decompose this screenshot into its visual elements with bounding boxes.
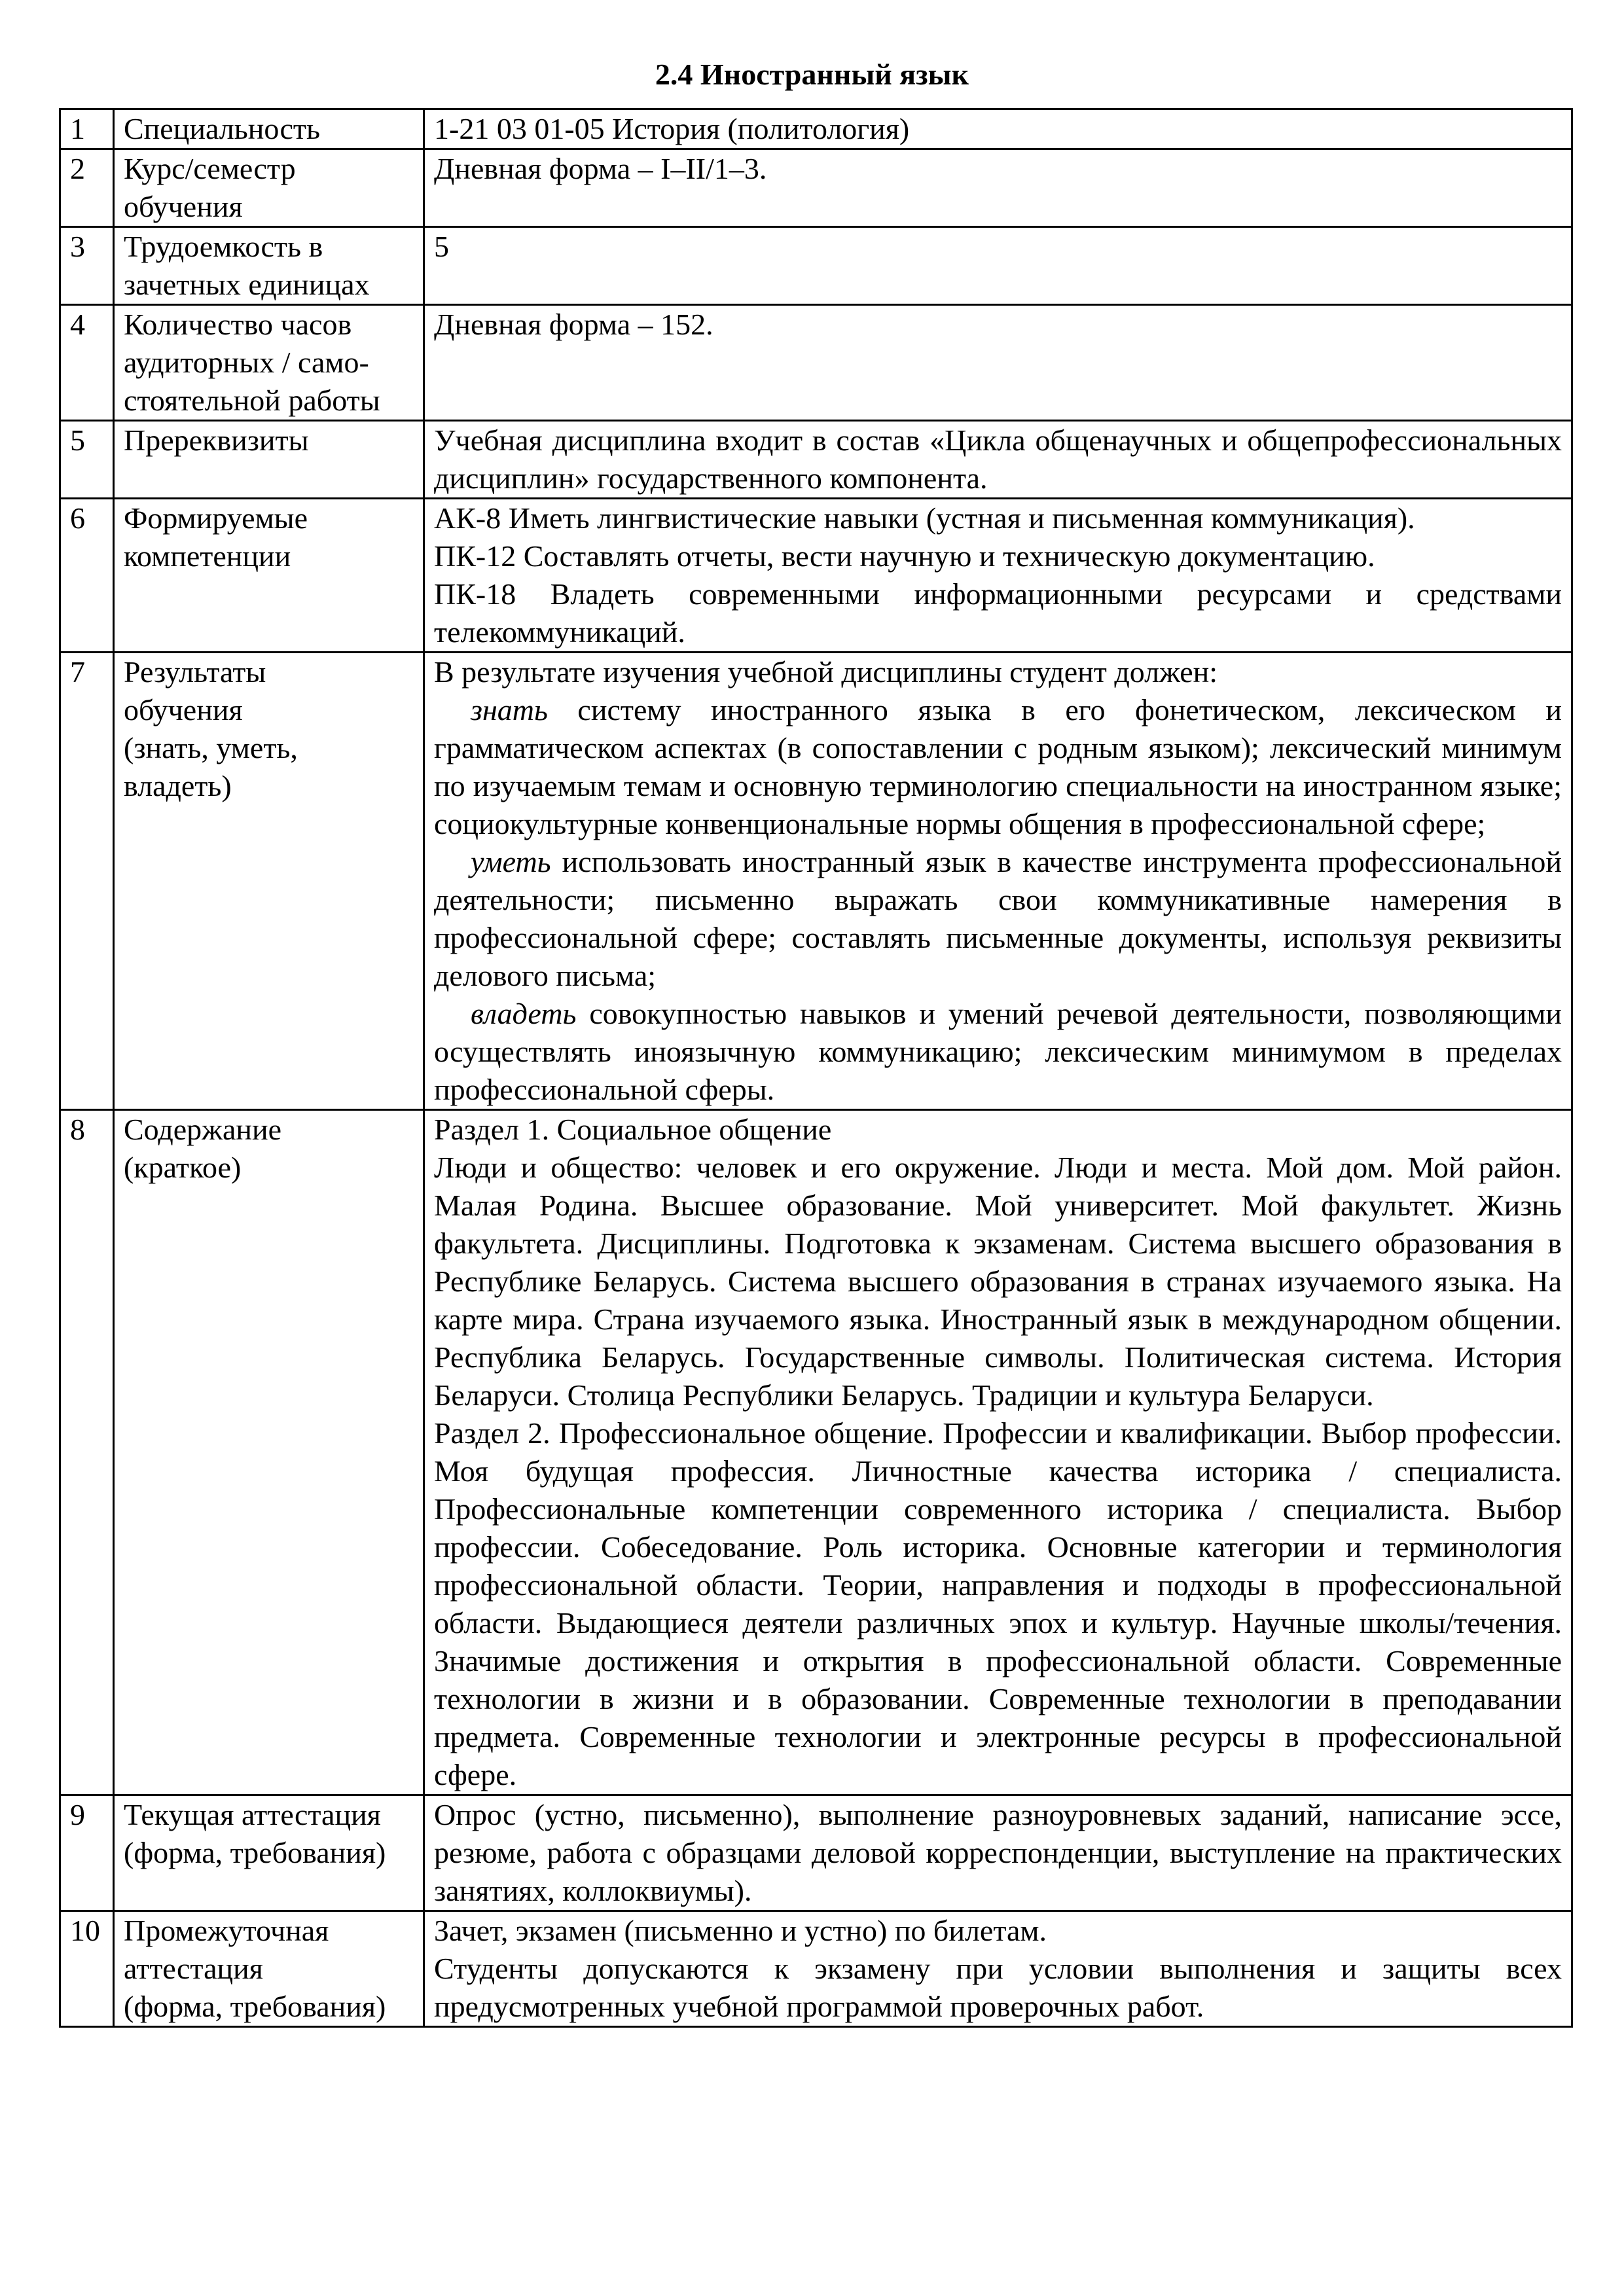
paragraph-text: В результате изучения учебной дисциплины студент должен: [434,655,1218,689]
row-content [424,227,1572,305]
row-label-line: (форма, требования) [124,1836,386,1869]
content-paragraph [434,150,1562,188]
paragraph-text: Дневная форма – I–II/1–3. [434,152,767,185]
row-number: 4 [60,305,114,421]
row-content [424,149,1572,227]
paragraph-text: Студенты допускаются к экзамену при условии выполнения и защиты всех предусмотренных учебной программой проверочных работ. [434,1952,1562,2023]
paragraph-text: Раздел 1. Социальное общение [434,1113,832,1146]
paragraph-text: АК-8 Иметь лингвистические навыки (устная и письменная коммуникация). [434,501,1415,535]
row-content [424,653,1572,1110]
row-content [424,1911,1572,2027]
table-row [60,1911,1572,2027]
content-paragraph [434,575,1562,651]
content-paragraph [434,1149,1562,1414]
row-label-line: обучения [124,693,243,726]
row-number: 10 [60,1911,114,2027]
table-row [60,421,1572,499]
syllabus-table [59,108,1573,2028]
paragraph-text: 5 [434,230,449,263]
row-label-line: Формируемые [124,501,308,535]
content-paragraph [434,228,1562,266]
row-label-line: Пререквизиты [124,423,309,457]
row-label [114,499,424,653]
content-paragraph [434,653,1562,691]
row-label-line: Специальность [124,112,320,145]
row-number: 7 [60,653,114,1110]
content-paragraph [434,422,1562,497]
content-paragraph [434,110,1562,148]
emphasis-term: владеть [471,997,577,1030]
row-label-line: Количество часов [124,308,352,341]
row-label-line: Курс/семестр [124,152,296,185]
row-label-line: (форма, требования) [124,1990,386,2023]
row-content [424,305,1572,421]
row-content [424,109,1572,149]
row-number: 5 [60,421,114,499]
content-paragraph [434,843,1562,995]
row-number: 8 [60,1110,114,1795]
row-label [114,653,424,1110]
row-content [424,1795,1572,1911]
content-paragraph [434,1111,1562,1149]
row-number: 3 [60,227,114,305]
row-label-line: Содержание [124,1113,282,1146]
row-label [114,149,424,227]
row-label [114,305,424,421]
row-label [114,1795,424,1911]
paragraph-text: Зачет, экзамен (письменно и устно) по билетам. [434,1914,1047,1947]
row-label-line: стоятельной работы [124,384,380,417]
emphasis-term: уметь [471,845,551,878]
row-label [114,109,424,149]
row-label-line: Трудоемкость в [124,230,323,263]
content-paragraph [434,1414,1562,1794]
row-content [424,499,1572,653]
emphasis-term: знать [471,693,548,726]
table-row [60,109,1572,149]
paragraph-text: Опрос (устно, письменно), выполнение разноуровневых заданий, написание эссе, резюме, работа с образцами деловой корреспонденции, выступление на практических занятиях, коллоквиумы). [434,1798,1562,1907]
syllabus-table-body [60,109,1572,2027]
table-row [60,1110,1572,1795]
content-paragraph [434,306,1562,344]
table-row [60,499,1572,653]
row-label [114,227,424,305]
document-title: 2.4 Иностранный язык [655,58,969,91]
row-label-line: зачетных единицах [124,268,370,301]
row-label-line: аттестация [124,1952,263,1985]
table-row [60,227,1572,305]
content-paragraph [434,691,1562,843]
paragraph-text: ПК-12 Составлять отчеты, вести научную и техническую документацию. [434,539,1375,573]
row-label-line: Результаты [124,655,266,689]
row-number: 2 [60,149,114,227]
content-paragraph [434,499,1562,537]
row-content [424,1110,1572,1795]
table-row [60,653,1572,1110]
row-content [424,421,1572,499]
row-label-line: Текущая аттестация [124,1798,381,1831]
paragraph-text: систему иностранного языка в его фонетическом, лексическом и грамматическом аспектах (в сопоставлении с родным языком); лексический минимум по изучаемым темам и основную терминологию специальности на иностранном языке; социокультурные конвенциональные нормы общения в профессиональной сфере; [434,693,1562,840]
row-label-line: обучения [124,190,243,223]
paragraph-text: Учебная дисциплина входит в состав «Цикла общенаучных и общепрофессиональных дисциплин» государственного компонента. [434,423,1562,495]
paragraph-text: совокупностью навыков и умений речевой деятельности, позволяющими осуществлять иноязычную коммуникацию; лексическим минимумом в пределах профессиональной сферы. [434,997,1562,1106]
paragraph-text: использовать иностранный язык в качестве инструмента профессиональной деятельности; письменно выражать свои коммуникативные намерения в профессиональной сфере; составлять письменные документы, используя реквизиты делового письма; [434,845,1562,992]
row-number: 6 [60,499,114,653]
row-label [114,1911,424,2027]
row-label [114,421,424,499]
paragraph-text: Раздел 2. Профессиональное общение. Профессии и квалификации. Выбор профессии. Моя будущая профессия. Личностные качества историка / специалиста. Профессиональные компетенции современного историка / специалиста. Выбор профессии. Собеседование. Роль историка. Основные категории и терминология профессиональной области. Теории, направления и подходы в профессиональной области. Выдающиеся деятели различных эпох и культур. Научные школы/течения. Значимые достижения и открытия в профессиональной области. Современные технологии в жизни и в образовании. Современные технологии в преподавании предмета. Современные технологии и электронные ресурсы в профессиональной сфере. [434,1416,1562,1791]
paragraph-text: Люди и общество: человек и его окружение. Люди и места. Мой дом. Мой район. Малая Родина. Высшее образование. Мой университет. Мой факультет. Жизнь факультета. Дисциплины. Подготовка к экзаменам. Система высшего образования в Республике Беларусь. Система высшего образования в странах изучаемого языка. На карте мира. Страна изучаемого языка. Иностранный язык в международном общении. Республика Беларусь. Государственные символы. Политическая система. История Беларуси. Столица Республики Беларусь. Традиции и культура Беларуси. [434,1151,1562,1412]
row-label-line: аудиторных / само- [124,346,369,379]
row-label-line: (знать, уметь, [124,731,298,764]
row-label-line: компетенции [124,539,291,573]
paragraph-text: 1-21 03 01-05 История (политология) [434,112,910,145]
table-row [60,1795,1572,1911]
paragraph-text: Дневная форма – 152. [434,308,713,341]
row-number: 9 [60,1795,114,1911]
row-label [114,1110,424,1795]
row-number: 1 [60,109,114,149]
content-paragraph [434,1912,1562,1950]
table-row [60,305,1572,421]
row-label-line: (краткое) [124,1151,242,1184]
paragraph-text: ПК-18 Владеть современными информационными ресурсами и средствами телекоммуникаций. [434,577,1562,649]
content-paragraph [434,995,1562,1109]
row-label-line: Промежуточная [124,1914,329,1947]
content-paragraph [434,1950,1562,2026]
content-paragraph [434,537,1562,575]
row-label-line: владеть) [124,769,232,802]
table-row [60,149,1572,227]
content-paragraph [434,1796,1562,1910]
